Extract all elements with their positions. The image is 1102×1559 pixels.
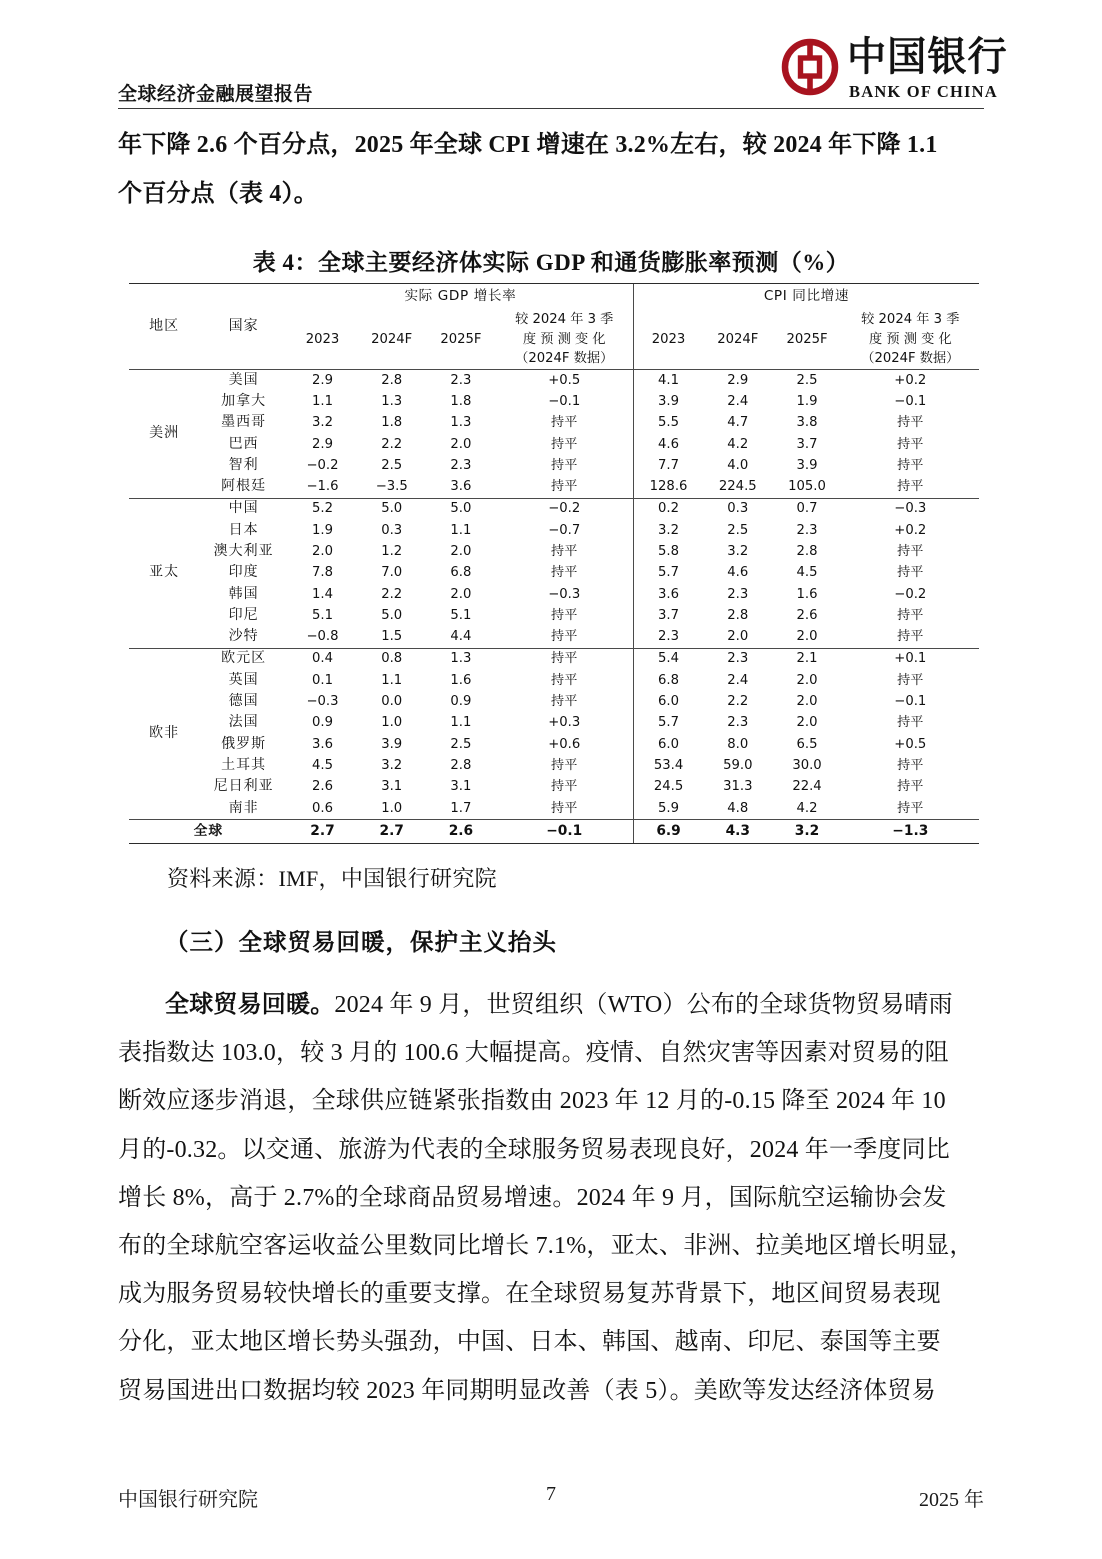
intro-paragraph-line-1: 年下降 2.6 个百分点，2025 年全球 CPI 增速在 3.2%左右，较 2024 年下降 1.1 (118, 132, 938, 158)
footer-year: 2025 年 (919, 1489, 984, 1511)
table-row (129, 391, 979, 412)
table-cell-country: 沙特 (228, 628, 259, 645)
table-cell-cpi-change: 持平 (897, 779, 924, 795)
table-cell-cpi-2023: 7.7 (633, 455, 703, 476)
table-cell-gdp-2025f: 4.4 (450, 629, 472, 645)
table-cell-cpi-2023: 5.7 (633, 713, 703, 734)
table-cell-cpi-2025f: 2.6 (796, 607, 818, 623)
paragraph-line-1 (165, 991, 953, 1019)
table-cell-cpi-2024f: 4.2 (727, 436, 749, 452)
table-cell-total-cpi-2024f: 4.3 (703, 820, 772, 844)
table-cell-gdp-2024f: 1.0 (381, 800, 403, 816)
table-cell-cpi-change: +0.2 (894, 522, 927, 538)
header-gdp-2025f: 2025F (440, 331, 482, 347)
table-cell-cpi-2023: 128.6 (633, 476, 703, 498)
table-cell-gdp-2024f: 3.2 (381, 757, 403, 773)
table-cell-cpi-2023: 0.2 (633, 498, 703, 520)
header-gdp-change-line2: 度 预 测 变 化 (522, 331, 606, 347)
table-cell-cpi-change: 持平 (897, 565, 924, 581)
table-4-title: 表 4：全球主要经济体实际 GDP 和通货膨胀率预测（%） (252, 250, 850, 275)
table-cell-gdp-change: 持平 (551, 457, 578, 473)
table-cell-gdp-2023: 1.1 (311, 393, 333, 409)
table-cell-cpi-2023: 5.5 (633, 412, 703, 433)
table-cell-cpi-2024f: 4.6 (727, 565, 749, 581)
table-cell-cpi-change: 持平 (897, 757, 924, 773)
table-cell-gdp-change: 持平 (496, 648, 634, 670)
table-cell-cpi-change: −0.1 (894, 694, 927, 710)
bank-of-china-logo (775, 32, 1008, 104)
table-cell-gdp-2023: 1.4 (311, 586, 333, 602)
table-cell-cpi-change: +0.1 (842, 648, 979, 670)
table-cell-gdp-2024f: 5.0 (381, 607, 403, 623)
table-cell-cpi-2025f: 2.3 (796, 522, 818, 538)
table-cell-gdp-2025f: 2.5 (450, 736, 472, 752)
table-cell-gdp-2023: 2.9 (288, 369, 357, 391)
table-cell-cpi-2023: 6.0 (633, 691, 703, 712)
table-cell-cpi-2025f: 3.7 (796, 436, 818, 452)
table-cell-cpi-2024f: 2.5 (727, 522, 749, 538)
table-cell-gdp-2023: 2.0 (311, 544, 333, 559)
table-cell-cpi-change: 持平 (897, 715, 924, 731)
table-cell-gdp-2023: 2.6 (311, 779, 333, 795)
paragraph-line-2 (118, 1039, 949, 1067)
paragraph-line-4 (118, 1136, 950, 1164)
table-cell-gdp-2025f: 2.0 (450, 586, 472, 602)
table-cell-gdp-change: −0.1 (548, 393, 581, 409)
table-cell-cpi-2023: 2.3 (633, 626, 703, 648)
table-cell-gdp-change: +0.3 (548, 715, 581, 731)
table-cell-gdp-change: 持平 (551, 544, 578, 559)
table-cell-gdp-2024f: 7.0 (381, 565, 403, 581)
table-cell-region: 亚太 (129, 498, 199, 648)
table-cell-cpi-change: −0.1 (894, 393, 927, 409)
table-cell-cpi-2024f: 3.2 (727, 544, 749, 559)
table-row (129, 776, 979, 797)
table-cell-gdp-2025f: 2.0 (450, 436, 472, 452)
table-cell-gdp-2025f: 1.6 (450, 672, 472, 688)
table-cell-country: 日本 (228, 521, 259, 538)
table-cell-cpi-2025f: 2.0 (796, 694, 818, 710)
table-row (129, 584, 979, 605)
header-gdp-2023: 2023 (305, 331, 340, 347)
header-group-gdp: 实际 GDP 增长率 (288, 284, 634, 311)
table-row (129, 755, 979, 776)
table-cell-cpi-2024f: 4.7 (727, 415, 749, 431)
table-cell-total-gdp-2023: 2.7 (288, 820, 357, 844)
table-cell-gdp-2025f: 2.3 (450, 457, 472, 473)
table-cell-country: 土耳其 (221, 756, 267, 773)
table-cell-gdp-change: 持平 (551, 672, 578, 688)
table-4-source: 资料来源：IMF，中国银行研究院 (167, 866, 497, 891)
table-cell-cpi-2024f: 2.2 (727, 694, 749, 710)
table-cell-gdp-2025f: 1.8 (450, 393, 472, 409)
paragraph-lead-bold: 全球贸易回暖。 (165, 992, 335, 1018)
table-cell-gdp-2025f: 6.8 (450, 565, 472, 581)
table-row (129, 476, 979, 498)
table-cell-cpi-2023: 4.1 (633, 369, 703, 391)
table-cell-gdp-2023: 0.4 (288, 648, 357, 670)
table-cell-country: 韩国 (228, 585, 259, 602)
logo-english-name: BANK OF CHINA (849, 82, 998, 101)
table-cell-gdp-change: −0.2 (496, 498, 634, 520)
table-cell-cpi-2025f: 0.7 (772, 498, 841, 520)
table-cell-cpi-2024f: 2.9 (703, 369, 772, 391)
table-cell-cpi-2023: 3.9 (633, 391, 703, 412)
table-cell-gdp-change: 持平 (551, 415, 578, 431)
table-4-gdp-cpi-forecast (129, 283, 979, 844)
table-cell-cpi-2025f: 2.5 (772, 369, 841, 391)
header-rule (118, 108, 984, 109)
table-cell-cpi-2024f: 2.4 (727, 672, 749, 688)
paragraph-text: 表指数达 103.0，较 3 月的 100.6 大幅提高。疫情、自然灾害等因素对贸易的阻 (118, 1040, 949, 1067)
table-cell-total-gdp-2025f: 2.6 (426, 820, 495, 844)
paragraph-line-9 (118, 1377, 936, 1405)
table-cell-gdp-2025f: 5.1 (450, 607, 472, 623)
table-cell-cpi-change: 持平 (897, 544, 924, 559)
table-row (129, 691, 979, 712)
table-cell-cpi-2025f: 105.0 (788, 479, 826, 495)
table-cell-gdp-change: 持平 (551, 800, 578, 816)
table-cell-gdp-2025f: 0.9 (450, 694, 472, 710)
table-row (129, 562, 979, 583)
table-cell-gdp-2025f: 1.7 (450, 800, 472, 816)
header-cpi-change-line1: 较 2024 年 3 季 (861, 312, 960, 327)
table-cell-gdp-2024f: 0.3 (381, 522, 403, 538)
table-cell-gdp-change: 持平 (551, 629, 578, 645)
table-cell-cpi-2024f: 31.3 (723, 779, 753, 795)
paragraph-text: 增长 8%，高于 2.7%的全球商品贸易增速。2024 年 9 月，国际航空运输协会发 (118, 1184, 947, 1211)
table-row (129, 520, 979, 541)
paragraph-text: 布的全球航空客运收益公里数同比增长 7.1%，亚太、非洲、拉美地区增长明显， (118, 1233, 974, 1259)
header-region: 地区 (129, 284, 199, 370)
table-cell-cpi-2025f: 4.5 (796, 565, 818, 581)
table-row (129, 541, 979, 562)
table-cell-gdp-2023: 3.6 (311, 736, 333, 752)
table-cell-gdp-2023: 7.8 (311, 565, 333, 581)
table-cell-cpi-2023: 5.9 (633, 798, 703, 820)
table-cell-cpi-2023: 4.6 (633, 434, 703, 455)
table-cell-gdp-change: +0.6 (548, 736, 581, 752)
boc-coin-logo-icon (781, 38, 839, 96)
table-cell-cpi-2023: 53.4 (633, 755, 703, 776)
table-cell-gdp-2023: 0.6 (311, 800, 333, 816)
intro-paragraph-line-2: 个百分点（表 4）。 (118, 181, 318, 207)
table-row (129, 648, 979, 670)
table-cell-cpi-2025f: 6.5 (796, 736, 818, 752)
table-cell-cpi-2025f: 1.9 (796, 393, 818, 409)
table-cell-cpi-change: 持平 (897, 479, 924, 495)
table-cell-country: 加拿大 (221, 392, 267, 409)
table-cell-gdp-2023: −1.6 (306, 479, 339, 495)
table-cell-country: 欧元区 (199, 648, 288, 670)
logo-chinese-name: 中国银行 (847, 33, 1008, 80)
table-cell-total-cpi-change: −1.3 (842, 820, 979, 844)
table-row (129, 434, 979, 455)
header-gdp-change (496, 310, 634, 369)
table-cell-country: 中国 (199, 498, 288, 520)
table-cell-gdp-2025f: 1.1 (450, 522, 472, 538)
table-cell-gdp-change: −0.7 (548, 522, 581, 538)
table-cell-cpi-2023: 5.8 (633, 541, 703, 562)
table-cell-cpi-2025f: 2.1 (772, 648, 841, 670)
table-cell-cpi-2024f: 8.0 (727, 736, 749, 752)
table-cell-cpi-change: 持平 (897, 436, 924, 452)
table-cell-gdp-2025f: 3.1 (450, 779, 472, 795)
table-row (129, 498, 979, 520)
table-cell-cpi-2023: 3.7 (633, 605, 703, 626)
table-cell-gdp-2023: 1.9 (311, 522, 333, 538)
table-cell-cpi-2024f: 4.0 (727, 457, 749, 473)
table-cell-gdp-change: +0.5 (496, 369, 634, 391)
table-cell-total-cpi-2025f: 3.2 (772, 820, 841, 844)
table-cell-gdp-2023: 3.2 (311, 415, 333, 431)
table-cell-gdp-2024f: 5.0 (357, 498, 426, 520)
table-cell-gdp-2025f: 1.3 (426, 648, 495, 670)
table-cell-country: 德国 (228, 693, 259, 710)
table-cell-country: 俄罗斯 (221, 735, 267, 752)
table-cell-gdp-2023: 4.5 (311, 757, 333, 773)
table-cell-gdp-2024f: 2.2 (381, 586, 403, 602)
table-cell-cpi-2023: 24.5 (633, 776, 703, 797)
table-cell-gdp-2024f: −3.5 (375, 479, 408, 495)
table-cell-cpi-2025f: 2.0 (796, 715, 818, 731)
table-cell-country: 英国 (228, 671, 259, 688)
table-cell-cpi-change: 持平 (897, 607, 924, 623)
header-gdp-2024f: 2024F (371, 331, 413, 347)
table-cell-cpi-change: 持平 (897, 457, 924, 473)
table-cell-cpi-change: −0.3 (842, 498, 979, 520)
table-row (129, 713, 979, 734)
table-cell-cpi-2024f: 2.3 (727, 586, 749, 602)
table-cell-gdp-2023: 2.9 (311, 436, 333, 452)
table-cell-region: 美洲 (129, 369, 199, 498)
paragraph-line-7 (118, 1280, 941, 1308)
table-cell-country: 南非 (228, 799, 259, 816)
table-group-header-row (129, 284, 979, 311)
page-header (0, 0, 1102, 120)
table-cell-gdp-change: 持平 (551, 479, 578, 495)
table-cell-cpi-2023: 6.8 (633, 670, 703, 691)
table-cell-gdp-change: 持平 (551, 436, 578, 452)
header-gdp-change-line1: 较 2024 年 3 季 (515, 312, 614, 327)
table-cell-gdp-2024f: 3.9 (381, 736, 403, 752)
table-row (129, 626, 979, 648)
table-row (129, 670, 979, 691)
table-cell-region: 欧非 (129, 648, 199, 819)
table-cell-gdp-2024f: 1.3 (381, 393, 403, 409)
table-cell-cpi-2025f: 3.8 (796, 415, 818, 431)
paragraph-text: 贸易国进出口数据均较 2023 年同期明显改善（表 5）。美欧等发达经济体贸易 (118, 1377, 936, 1404)
table-cell-gdp-2024f: 1.2 (381, 544, 403, 559)
table-cell-gdp-2024f: 1.8 (381, 415, 403, 431)
header-group-cpi: CPI 同比增速 (633, 284, 979, 311)
paragraph-line-5 (118, 1184, 947, 1212)
table-row (129, 455, 979, 476)
table-cell-gdp-2024f: 0.0 (381, 694, 403, 710)
table-cell-cpi-change: +0.2 (842, 369, 979, 391)
table-row (129, 412, 979, 433)
table-cell-country: 美国 (199, 369, 288, 391)
table-head (129, 284, 979, 370)
table-cell-gdp-2025f: 5.0 (426, 498, 495, 520)
table-cell-cpi-2023: 3.6 (633, 584, 703, 605)
table-cell-cpi-2024f: 59.0 (723, 757, 753, 773)
table-cell-cpi-2023: 5.4 (633, 648, 703, 670)
table-cell-country: 尼日利亚 (213, 778, 274, 795)
table-cell-cpi-2025f: 22.4 (792, 779, 822, 795)
table-row (129, 798, 979, 820)
header-cpi-change-line2: 度 预 测 变 化 (868, 331, 952, 347)
table-cell-country: 阿根廷 (221, 478, 267, 495)
table-cell-gdp-2025f: 3.6 (450, 479, 472, 495)
table-cell-total-label: 全球 (129, 820, 288, 844)
header-country: 国家 (199, 284, 288, 370)
paragraph-text: 月的-0.32。以交通、旅游为代表的全球服务贸易表现良好，2024 年一季度同比 (118, 1136, 950, 1163)
table-cell-country: 法国 (228, 714, 259, 731)
table-cell-total-gdp-change: −0.1 (496, 820, 634, 844)
section-heading-trade: （三）全球贸易回暖，保护主义抬头 (165, 930, 557, 956)
table-cell-gdp-2023: 5.2 (288, 498, 357, 520)
header-cpi-change-line3: （2024F 数据） (861, 351, 960, 367)
table-cell-cpi-2024f: 224.5 (718, 479, 757, 495)
header-cpi-change (842, 310, 979, 369)
table-cell-gdp-change: 持平 (551, 565, 578, 581)
paragraph-text: 断效应逐步消退，全球供应链紧张指数由 2023 年 12 月的-0.15 降至 2024 年 10 (118, 1088, 946, 1115)
table-cell-gdp-2025f: 1.1 (450, 715, 472, 731)
header-gdp-change-line3: （2024F 数据） (515, 351, 614, 367)
paragraph-line-8 (118, 1328, 941, 1356)
table-cell-gdp-2024f: 1.0 (381, 715, 403, 731)
table-total-row (129, 820, 979, 844)
table-cell-cpi-2024f: 0.3 (703, 498, 772, 520)
table-cell-cpi-2024f: 4.8 (727, 800, 749, 816)
table-cell-cpi-2024f: 2.8 (727, 607, 749, 623)
table-cell-total-cpi-2023: 6.9 (633, 820, 703, 844)
table-cell-gdp-2025f: 2.0 (450, 544, 472, 559)
table-cell-gdp-2023: 0.1 (311, 672, 333, 688)
table-cell-cpi-2023: 3.2 (633, 520, 703, 541)
table-cell-cpi-change: −0.2 (894, 586, 927, 602)
table-cell-gdp-2023: −0.3 (306, 694, 339, 710)
table-cell-cpi-change: +0.5 (894, 736, 927, 752)
table-cell-gdp-change: −0.3 (548, 586, 581, 602)
table-cell-cpi-2025f: 2.0 (796, 672, 818, 688)
table-row (129, 734, 979, 755)
header-cpi-2023: 2023 (633, 310, 703, 369)
running-header-title: 全球经济金融展望报告 (118, 84, 314, 105)
table-cell-country: 智利 (228, 456, 259, 473)
table-cell-gdp-change: 持平 (551, 757, 578, 773)
table-cell-gdp-2023: −0.8 (306, 629, 339, 645)
table-cell-gdp-change: 持平 (551, 607, 578, 623)
header-cpi-2025f: 2025F (786, 331, 828, 347)
table-cell-gdp-2024f: 1.5 (381, 629, 403, 645)
table-cell-country: 巴西 (228, 435, 259, 452)
table-cell-cpi-2025f: 2.0 (796, 629, 818, 645)
table-cell-cpi-2025f: 30.0 (792, 757, 822, 773)
paragraph-text: 2024 年 9 月，世贸组织（WTO）公布的全球货物贸易晴雨 (334, 992, 953, 1018)
footer-institution: 中国银行研究院 (118, 1489, 258, 1511)
table-cell-country: 印度 (228, 564, 259, 581)
paragraph-line-3 (118, 1087, 946, 1115)
table-cell-gdp-2025f: 2.8 (450, 757, 472, 773)
table-cell-country: 澳大利亚 (213, 543, 274, 559)
table-row (129, 369, 979, 391)
table-cell-gdp-2023: 0.9 (311, 715, 333, 731)
table-cell-gdp-2024f: 1.1 (381, 672, 403, 688)
page-footer (118, 1483, 984, 1513)
table-cell-gdp-2024f: 0.8 (357, 648, 426, 670)
table-cell-gdp-2025f: 2.3 (426, 369, 495, 391)
table-body (129, 369, 979, 843)
table-cell-gdp-2024f: 2.8 (357, 369, 426, 391)
table-cell-cpi-2025f: 2.8 (796, 544, 818, 559)
table-row (129, 605, 979, 626)
table-cell-cpi-2025f: 3.9 (796, 457, 818, 473)
paragraph-line-6 (118, 1232, 974, 1260)
table-cell-cpi-2024f: 2.3 (703, 648, 772, 670)
table-cell-gdp-2024f: 3.1 (381, 779, 403, 795)
header-cpi-2024f: 2024F (717, 331, 759, 347)
table-cell-gdp-change: 持平 (551, 779, 578, 795)
footer-page-number: 7 (546, 1483, 556, 1505)
table-cell-gdp-2023: 5.1 (311, 607, 333, 623)
table-cell-cpi-2025f: 1.6 (796, 586, 818, 602)
table-cell-cpi-2023: 5.7 (633, 562, 703, 583)
table-cell-cpi-change: 持平 (897, 800, 924, 816)
table-cell-total-gdp-2024f: 2.7 (357, 820, 426, 844)
paragraph-text: 成为服务贸易较快增长的重要支撑。在全球贸易复苏背景下，地区间贸易表现 (118, 1281, 941, 1308)
table-cell-cpi-change: 持平 (897, 672, 924, 688)
table-cell-gdp-2023: −0.2 (306, 457, 339, 473)
table-cell-cpi-change: 持平 (897, 629, 924, 645)
table-cell-gdp-2024f: 2.2 (381, 436, 403, 452)
table-cell-country: 墨西哥 (221, 414, 267, 431)
table-cell-gdp-2024f: 2.5 (381, 457, 403, 473)
table-cell-country: 印尼 (228, 606, 259, 623)
table-cell-cpi-2025f: 4.2 (796, 800, 818, 816)
table-cell-cpi-change: 持平 (897, 415, 924, 431)
table-cell-cpi-2023: 6.0 (633, 734, 703, 755)
table-cell-cpi-2024f: 2.0 (727, 629, 749, 645)
table-cell-cpi-2024f: 2.3 (727, 715, 749, 731)
table-cell-gdp-change: 持平 (551, 694, 578, 710)
paragraph-text: 分化，亚太地区增长势头强劲，中国、日本、韩国、越南、印尼、泰国等主要 (118, 1329, 941, 1356)
table-cell-gdp-2025f: 1.3 (450, 415, 472, 431)
table-cell-cpi-2024f: 2.4 (727, 393, 749, 409)
